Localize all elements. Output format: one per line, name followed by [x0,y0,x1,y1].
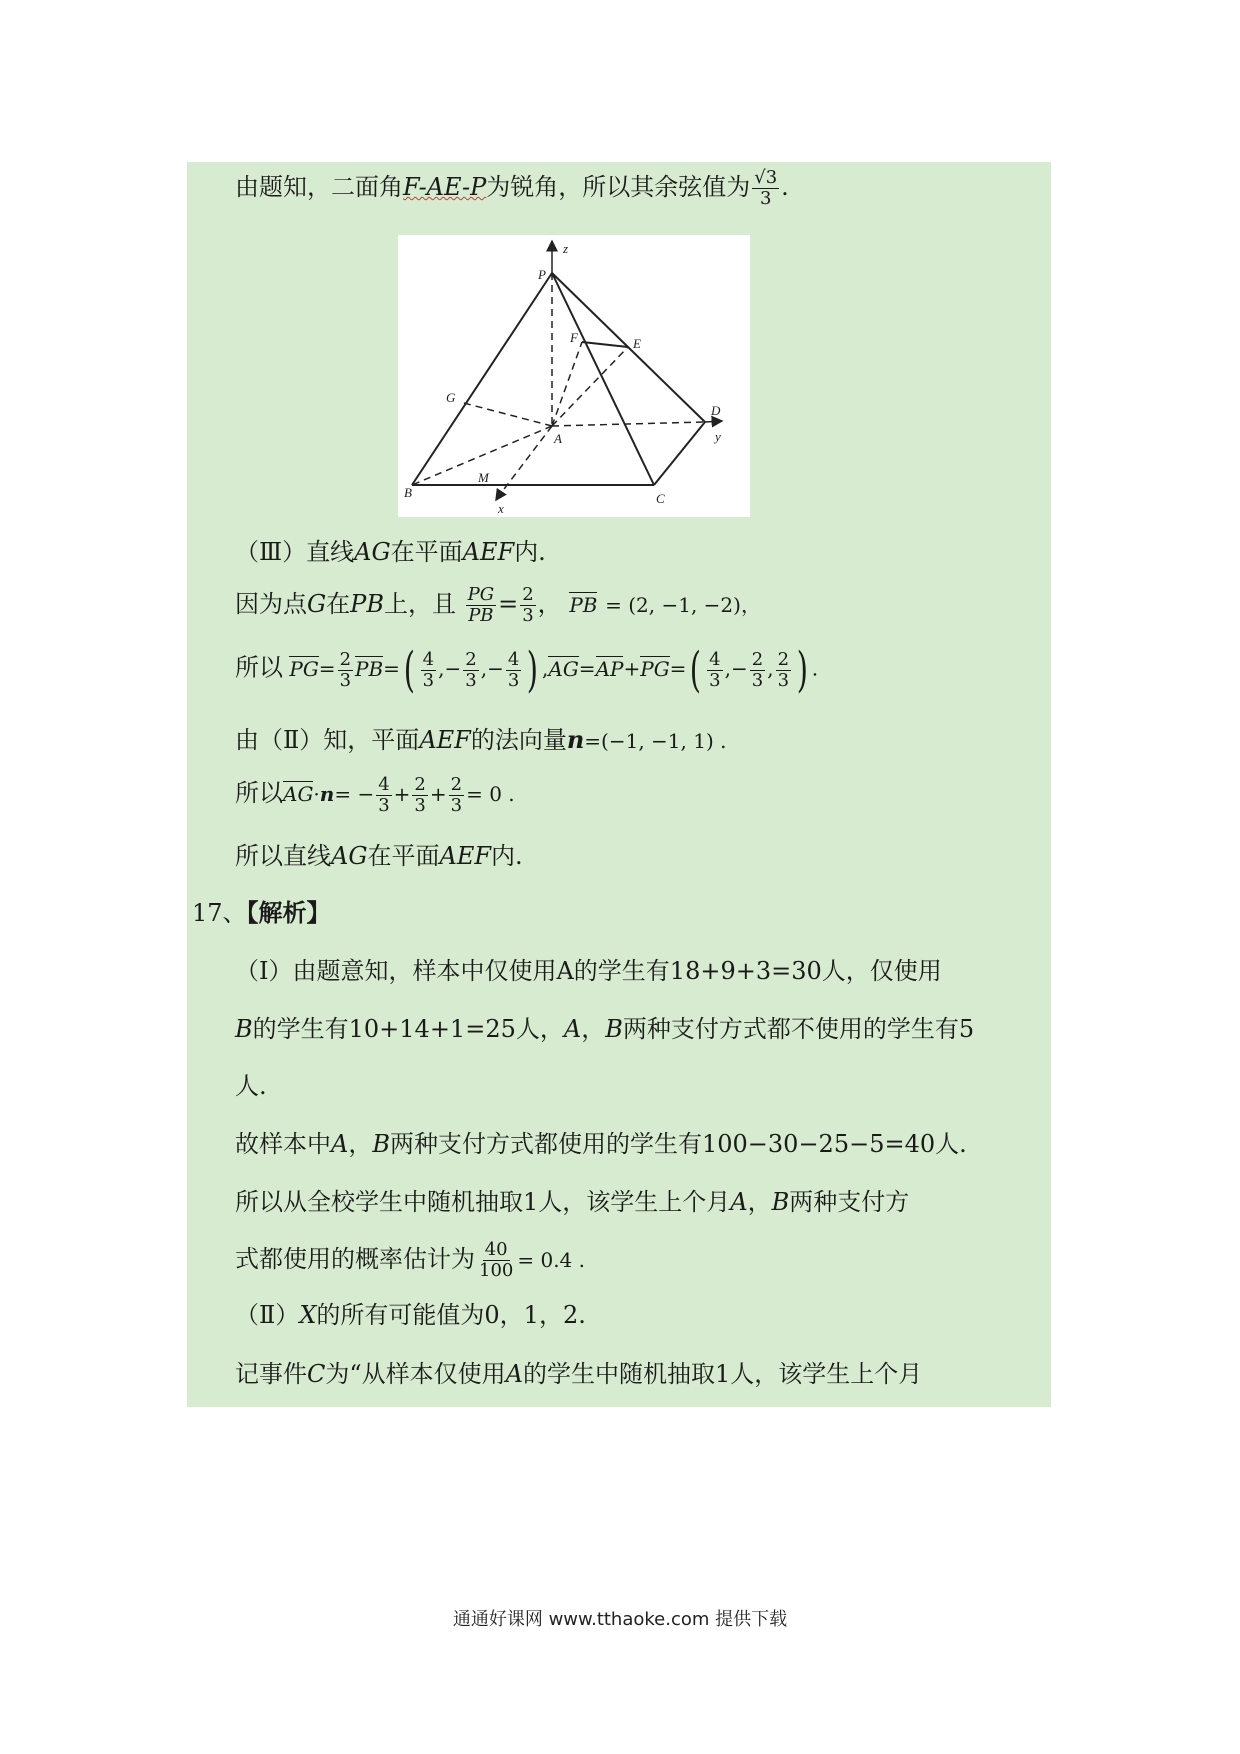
text: （Ⅱ） [235,1301,300,1329]
text: 的法向量 [470,726,567,754]
denominator: 3 [450,795,463,816]
text: B [235,1015,253,1043]
fraction-4-3 [376,775,391,816]
denominator: 3 [339,669,352,691]
numerator: 2 [465,648,477,670]
numerator: 2 [339,648,352,670]
section-title: 【解析】 [246,898,331,927]
text: ， [348,1130,373,1158]
text: G [307,590,327,618]
text: ， [537,590,562,618]
axis-x-arrow [496,497,498,500]
text: A [730,1188,748,1216]
text: AG [354,538,391,566]
text: = [498,590,519,618]
vector-pg: PG [289,656,319,681]
text: 在 [326,590,351,618]
numerator: 2 [751,648,764,670]
label-F: F [570,330,578,345]
text: 内. [491,842,523,870]
label-x: x [498,501,504,516]
text: C [307,1360,326,1388]
text: 所以 [235,653,283,682]
text: 人. [235,1072,267,1100]
label-G: G [446,390,456,405]
text: + [429,782,447,806]
denominator: 3 [465,669,477,691]
conclusion-line [235,840,523,872]
text: 所以直线 [235,842,331,870]
denominator: 3 [709,669,721,691]
text: n [566,725,585,754]
fraction-2-3 [520,585,535,626]
text: n [319,782,335,806]
fraction-2-3 [338,650,353,691]
text: B [771,1188,790,1216]
text: = [669,656,687,681]
denominator: 3 [422,669,435,691]
text: （Ⅰ）由题意知，样本中仅使用A的学生有18+9+3=30人，仅使用 [235,957,942,985]
text: = [383,656,400,681]
left-paren: ( [403,642,415,698]
text: 两种支付方式都不使用的学生有5 [622,1015,975,1043]
axis-y [705,421,722,422]
fraction-2-3 [776,650,791,691]
q17-part1-line3 [235,1070,267,1102]
denominator: 3 [522,605,534,626]
text: X [299,1301,317,1329]
text: 所以从全校学生中随机抽取1人，该学生上个月 [235,1188,731,1216]
fraction-2-3 [449,775,464,816]
denominator: 3 [777,669,790,691]
numerator: 2 [522,584,534,605]
edge-CD [654,422,705,485]
text: . [781,173,789,201]
question-number: 17、 [192,899,247,927]
text: = [318,656,336,681]
text: 故样本中 [235,1130,331,1158]
text: 上，且 [383,590,456,618]
label-D: D [711,403,721,418]
text: 因为点 [235,590,307,618]
text: B [605,1015,623,1043]
label-C: C [656,491,665,506]
footer-credit: 通通好课网 www.tthaoke.com 提供下载 [452,1609,788,1630]
text: 在平面 [390,538,463,566]
pyramid-figure [398,235,750,517]
text: （Ⅲ）直线 [235,538,355,566]
text: − [444,656,462,681]
text: = [578,656,596,681]
fraction-4-3 [707,650,722,691]
label-A: A [554,431,562,446]
numerator: 4 [422,648,435,670]
text: ， [747,1188,772,1216]
left-paren: ( [690,642,702,698]
fraction-4-3 [506,650,521,691]
vector-ag: AG [283,782,314,806]
text: · [313,782,320,806]
text: AEF [419,726,471,754]
vector-ap: AP [595,656,624,681]
fraction-4-3 [421,650,436,691]
text: AEF [462,538,515,566]
q17-event-c-line [235,1358,922,1390]
text: 由（Ⅱ）知，平面 [235,726,420,754]
label-B: B [404,485,412,500]
text: 为锐角，所以其余弦值为 [486,173,751,201]
text: A [331,1130,349,1158]
numerator: 4 [709,648,721,670]
text: 的学生有10+14+1=25人， [252,1015,564,1043]
fraction-pg-pb [466,585,497,626]
text: 式都使用的概率估计为 [235,1245,475,1273]
normal-vector-line [235,724,726,757]
text: 由题知，二面角 [235,173,403,201]
angle-name: F-AE-P [403,173,487,201]
edge-PB [412,273,552,485]
q17-probability-line [235,1240,585,1281]
q17-part1-line2 [235,1013,974,1045]
fraction-2-3 [750,650,765,691]
text: 为“从样本仅使用 [325,1360,506,1388]
numerator: PG [467,584,495,605]
denominator: 3 [751,669,764,691]
fraction-2-3 [463,650,478,691]
text: 两种支付方式都使用的学生有100−30−25−5=40人. [389,1130,967,1158]
numerator: 2 [777,648,790,670]
text: PB [350,590,384,618]
text: 记事件 [235,1360,307,1388]
label-P: P [538,267,546,282]
text: = − [334,782,375,806]
label-E: E [633,336,641,351]
pg-ag-computation: 所以 PG= $\frac{2}{3}$ PB=( $\frac{4}{3}$ ,− $\frac{2}{3}$ ,− $\frac{4}{3}$ ) ,AG=AP+PG=( $\frac{4}{3}$ ,− $\frac{2}{3}$ , $\frac{2}{3}$ ) . [235,642,819,698]
denominator: 3 [759,188,772,209]
text: 在平面 [367,842,440,870]
text: 两种支付方 [789,1188,910,1216]
vector-ag: AG [548,656,579,681]
text: + [393,782,411,806]
text: AEF [439,842,492,870]
text: + [623,656,641,681]
edge-AD [552,422,705,426]
pyramid-diagram [398,235,750,517]
edge-AF [552,342,582,426]
denominator: 3 [507,669,520,691]
numerator: 4 [378,774,390,795]
edge-AG [460,402,552,426]
edge-AE [552,347,628,426]
q17-part1-line1 [235,955,942,987]
numerator: 4 [507,648,520,670]
numerator: 2 [414,774,426,795]
text: 的所有可能值为0，1，2. [316,1301,586,1329]
text: AG [331,842,368,870]
q17-both-methods-line [235,1128,967,1160]
numerator: 40 [484,1239,508,1260]
text: A [505,1360,523,1388]
label-z: z [563,241,569,256]
text: 内. [514,538,546,566]
denominator: 3 [378,795,390,816]
text: − [730,656,748,681]
dihedral-angle-line [235,168,789,209]
dot-product-line [235,775,515,816]
numerator: √3 [754,167,778,188]
text: = 0 . [466,782,515,806]
text: = (2, −1, −2)， [605,593,761,617]
numerator: 2 [450,774,463,795]
text: =(−1, −1, 1) . [584,729,727,753]
fraction-sqrt3-over-3 [752,168,779,209]
denominator: 3 [414,795,426,816]
fraction-40-100 [477,1240,515,1281]
fraction-2-3 [412,775,427,816]
text: A [563,1015,582,1043]
text: 的学生中随机抽取1人，该学生上个月 [523,1360,923,1388]
vector-pb: PB [355,656,384,681]
denominator: PB [468,605,494,626]
reason-line [235,585,761,626]
text: − [487,656,504,681]
right-paren: ) [796,642,809,698]
text: = 0.4 . [517,1248,585,1272]
label-y: y [715,429,721,444]
edge-FE [582,342,628,347]
text: 所以 [235,779,283,807]
vector-pb: PB [569,593,598,617]
text: ， [581,1015,606,1043]
edge-PC [552,273,654,485]
label-M: M [478,470,489,485]
part3-title [235,536,546,568]
text: B [372,1130,390,1158]
right-paren: ) [527,642,539,698]
denominator: 100 [479,1260,514,1281]
question-17-heading [192,897,331,929]
q17-part2-line [235,1299,586,1331]
q17-random-pick-line [235,1186,909,1218]
vector-pg: PG [640,656,670,681]
